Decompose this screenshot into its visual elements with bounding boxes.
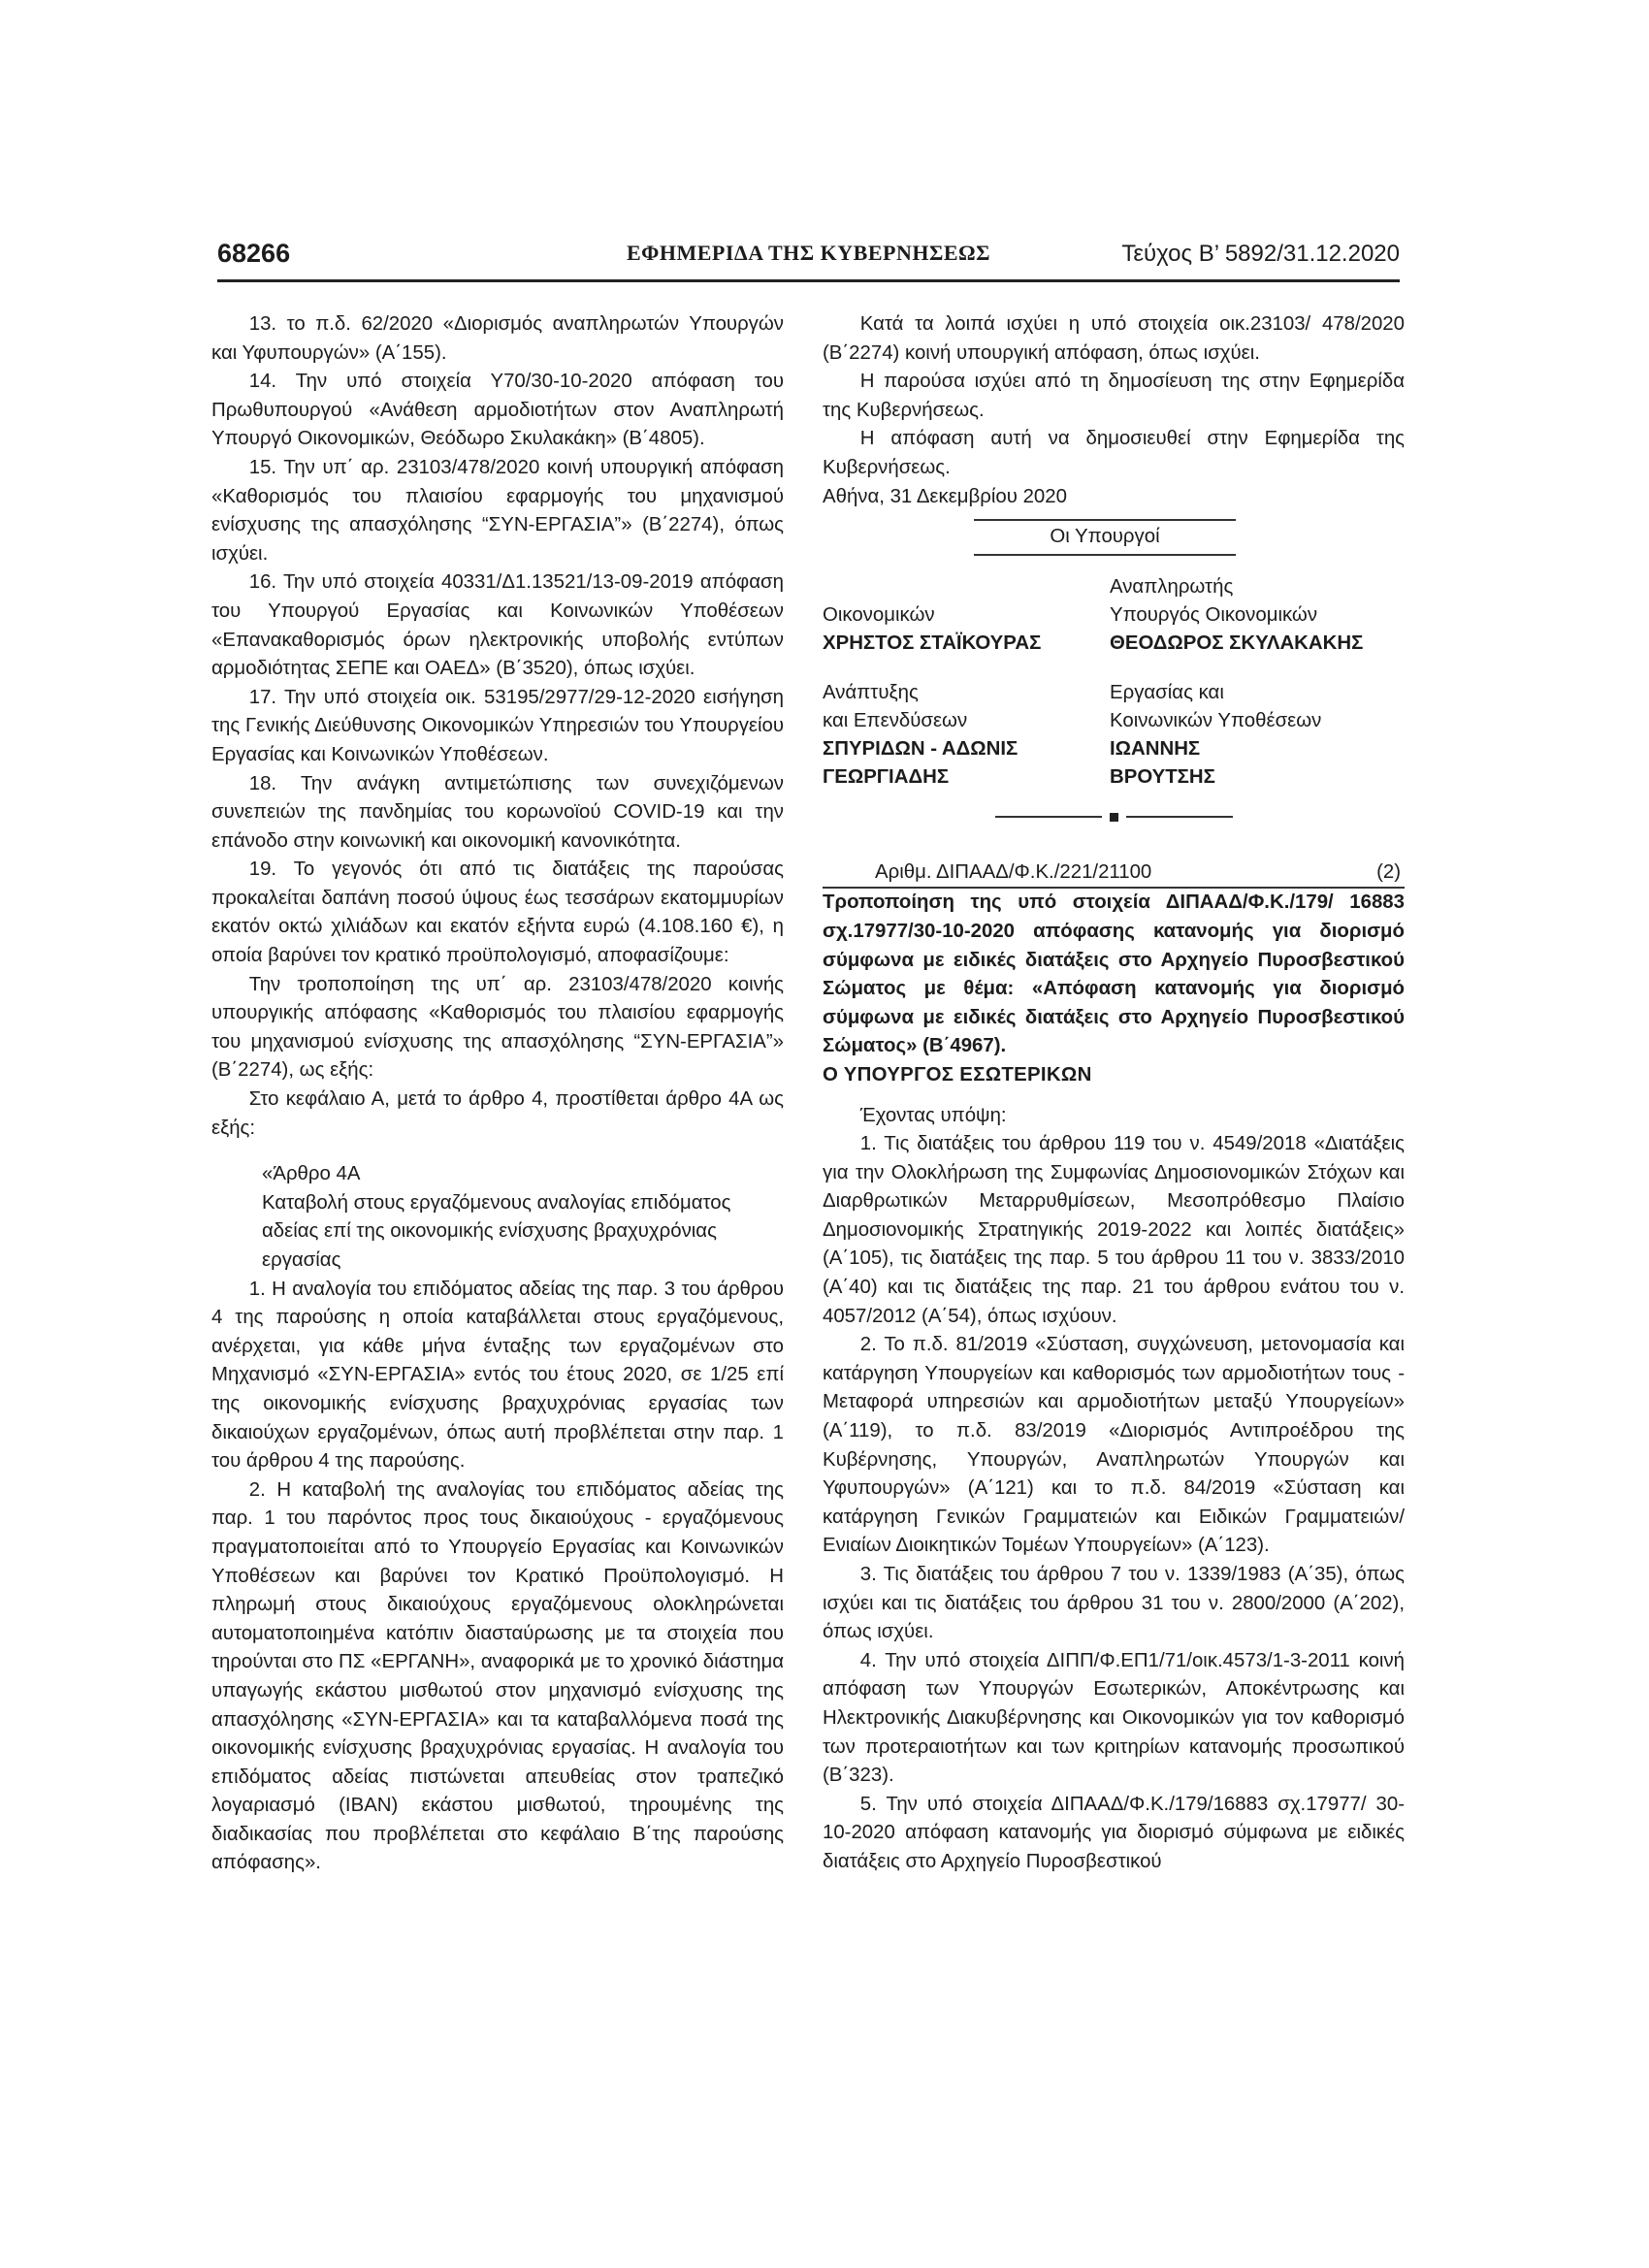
- signer-labour: [1110, 679, 1401, 792]
- page-header: [217, 239, 1400, 277]
- considering-item-18: 18. Την ανάγκη αντιμετώπισης των συνεχιζόμενων συνεπειών της πανδημίας του κορωνοϊού COVID-19 και την επάνοδο στην κοινωνική και οικονομική κανονικότητα.: [211, 772, 784, 852]
- decision-item-5: 5. Την υπό στοιχεία ΔΙΠΑΑΔ/Φ.Κ./179/16883 σχ.17977/ 30-10-2020 απόφαση κατανομής για διορισμό σύμφωνα με ειδικές διατάξεις στο Αρχηγείο Πυροσβεστικού: [823, 1793, 1405, 1872]
- signer-role-line: Οικονομικών: [823, 603, 935, 626]
- article-paragraph-2: 2. Η καταβολή της αναλογίας του επιδόματος αδείας της παρ. 1 του παρόντος προς τους δικαιούχους - εργαζόμενους πραγματοποιείται από το Υπουργείο Εργασίας και Κοινωνικών Υποθέσεων και βαρύνει τον Κρατικό Προϋπολογισμό. Η πληρωμή στους δικαιούχους εργαζόμενους ολοκληρώνεται αυτοματοποιημένα κατόπιν διασταύρωσης με τα στοιχεία που τηρούνται στο ΠΣ «ΕΡΓΑΝΗ», αναφορικά με το χρονικό διάστημα υπαγωγής εκάστου μισθωτού στον μηχανισμό ενίσχυσης της απασχόλησης «ΣΥΝ-ΕΡΓΑΣΙΑ» και τα καταβαλλόμενα ποσά της οικονομικής ενίσχυσης βραχυχρόνιας εργασίας. Η αναλογία του επιδόματος αδείας πιστώνεται απευθείας στον τραπεζικό λογαριασμό (IBAN) εκάστου μισθωτού, τηρουμένης της διαδικασίας που προβλέπεται στο κεφάλαιο Β΄της παρούσης απόφασης».: [211, 1478, 784, 1874]
- signer-name: ΙΩΑΝΝΗΣ: [1110, 737, 1201, 760]
- decision-title: Τροποποίηση της υπό στοιχεία ΔΙΠΑΑΔ/Φ.Κ./179/ 16883 σχ.17977/30-10-2020 απόφασης κατανομής για διορισμό σύμφωνα με ειδικές διατάξεις στο Αρχηγείο Πυροσβεστικού Σώματος με θέμα: «Απόφαση κατανομής για διορισμό σύμφωνα με ειδικές διατάξεις στο Αρχηγείο Πυροσβεστικού Σώματος» (Β΄4967).: [823, 891, 1405, 1057]
- closing-remainder: Κατά τα λοιπά ισχύει η υπό στοιχεία οικ.23103/ 478/2020 (Β΄2274) κοινή υπουργική απόφαση, όπως ισχύει.: [823, 313, 1405, 364]
- decision-item-3: 3. Τις διατάξεις του άρθρου 7 του ν. 1339/1983 (Α΄35), όπως ισχύει και τις διατάξεις του άρθρου 31 του ν. 2800/2000 (Α΄202), όπως ισχύει.: [823, 1564, 1405, 1643]
- signer-name: ΓΕΩΡΓΙΑΔΗΣ: [823, 765, 950, 788]
- signer-finance: [823, 573, 1110, 658]
- article-paragraph-1: 1. Η αναλογία του επιδόματος αδείας της παρ. 3 του άρθρου 4 της παρούσης η οποία καταβάλλεται στους εργαζόμενους, ανέρχεται, για κάθε μήνα ένταξης των εργαζομένων στο Μηχανισμό «ΣΥΝ-ΕΡΓΑΣΙΑ» εντός του έτους 2020, σε 1/25 επί της οικονομικής ενίσχυσης βραχυχρόνιας εργασίας των δικαιούχων εργαζομένων, όπως αυτή προβλέπεται στην παρ. 1 του άρθρου 4 της παρούσης.: [211, 1278, 784, 1473]
- signer-role-line: [823, 573, 1110, 601]
- header-rule: [217, 279, 1400, 282]
- signer-role-line: Αναπληρωτής: [1110, 575, 1234, 598]
- considering-item-13: 13. το π.δ. 62/2020 «Διορισμός αναπληρωτών Υπουργών και Υφυπουργών» (Α΄155).: [211, 313, 784, 364]
- divider-square-icon: [1110, 813, 1118, 822]
- signer-development: [823, 679, 1110, 792]
- considering-item-15: 15. Την υπ΄ αρ. 23103/478/2020 κοινή υπουργική απόφαση «Καθορισμός του πλαισίου εφαρμογής του μηχανισμού ενίσχυσης της απασχόλησης “ΣΥΝ-ΕΡΓΑΣΙΑ”» (Β΄2274), όπως ισχύει.: [211, 456, 784, 565]
- decision-number-line: [823, 859, 1405, 890]
- signer-role-line: Κοινωνικών Υποθέσεων: [1110, 709, 1322, 731]
- gazette-title: ΕΦΗΜΕΡΙΔΑ ΤΗΣ ΚΥΒΕΡΝΗΣΕΩΣ: [626, 241, 991, 265]
- place-date: Αθήνα, 31 Δεκεμβρίου 2020: [823, 485, 1067, 507]
- article-4a-heading-block: [262, 1160, 784, 1275]
- signer-deputy-finance: [1110, 573, 1401, 658]
- decision-index: (2): [1376, 860, 1401, 883]
- ministers-title: Οι Υπουργοί: [974, 519, 1236, 556]
- decision-item-2: 2. Το π.δ. 81/2019 «Σύσταση, συγχώνευση, μετονομασία και κατάργηση Υπουργείων και καθορισμός των αρμοδιοτήτων τους - Μεταφορά υπηρεσιών και αρμοδιοτήτων μεταξύ Υπουργείων» (Α΄119), το π.δ. 83/2019 «Διορισμός Αντιπροέδρου της Κυβέρνησης, Υπουργών, Αναπληρωτών Υπουργών και Υφυπουργών» (Α΄121) και το π.δ. 84/2019 «Σύσταση και κατάργηση Γενικών Γραμματειών και Ειδικών Γραμματειών/Ενιαίων Διοικητικών Τομέων Υπουργείων» (Α΄123).: [823, 1334, 1405, 1557]
- closing-validity: Η παρούσα ισχύει από τη δημοσίευση της στην Εφημερίδα της Κυβερνήσεως.: [823, 371, 1405, 421]
- right-column: [823, 310, 1405, 1877]
- signer-role-line: και Επενδύσεων: [823, 709, 968, 731]
- decision-item-4: 4. Την υπό στοιχεία ΔΙΠΠ/Φ.ΕΠ1/71/οικ.4573/1-3-2011 κοινή απόφαση των Υπουργών Εσωτερικών, Αποκέντρωσης και Ηλεκτρονικής Διακυβέρνησης και Οικονομικών για τον καθορισμό των προτεραιοτήτων και των κριτηρίων κατανομής προσωπικού (Β΄323).: [823, 1649, 1405, 1787]
- decision-number: Αριθμ. ΔΙΠΑΑΔ/Φ.Κ./221/21100: [875, 860, 1152, 883]
- signatures: [823, 573, 1405, 792]
- closing-publication: Η απόφαση αυτή να δημοσιευθεί στην Εφημερίδα της Κυβερνήσεως.: [823, 428, 1405, 478]
- signer-name: ΣΠΥΡΙΔΩΝ - ΑΔΩΝΙΣ: [823, 737, 1018, 760]
- considering-item-14: 14. Την υπό στοιχεία Υ70/30-10-2020 απόφαση του Πρωθυπουργού «Ανάθεση αρμοδιοτήτων στον Αναπληρωτή Υπουργό Οικονομικών, Θεόδωρο Σκυλακάκη» (Β΄4805).: [211, 371, 784, 450]
- section-divider: [823, 813, 1405, 822]
- article-title: Καταβολή στους εργαζόμενους αναλογίας επιδόματος αδείας επί της οικονομικής ενίσχυσης βραχυχρόνιας εργασίας: [262, 1191, 731, 1271]
- article-heading: «Άρθρο 4Α: [262, 1163, 361, 1185]
- signer-role-line: Υπουργός Οικονομικών: [1110, 603, 1318, 626]
- signer-name: ΧΡΗΣΤΟΣ ΣΤΑΪΚΟΥΡΑΣ: [823, 632, 1042, 654]
- decision-block: [823, 859, 1405, 1877]
- signer-role-line: Εργασίας και: [1110, 681, 1224, 703]
- considering-item-17: 17. Την υπό στοιχεία οικ. 53195/2977/29-12-2020 εισήγηση της Γενικής Διεύθυνσης Οικονομικών Υπηρεσιών του Υπουργείου Εργασίας και Κοινωνικών Υποθέσεων.: [211, 686, 784, 765]
- signer-name: ΒΡΟΥΤΣΗΣ: [1110, 765, 1215, 788]
- amendment-statement: Την τροποποίηση της υπ΄ αρ. 23103/478/2020 κοινής υπουργικής απόφασης «Καθορισμός του πλαισίου εφαρμογής του μηχανισμού ενίσχυσης της απασχόλησης “ΣΥΝ-ΕΡΓΑΣΙΑ”» (Β΄2274), ως εξής:: [211, 973, 784, 1082]
- chapter-insertion: Στο κεφάλαιο Α, μετά το άρθρο 4, προστίθεται άρθρο 4Α ως εξής:: [211, 1088, 784, 1139]
- left-column: [211, 310, 784, 1878]
- signer-name: ΘΕΟΔΩΡΟΣ ΣΚΥΛΑΚΑΚΗΣ: [1110, 632, 1364, 654]
- minister-heading: Ο ΥΠΟΥΡΓΟΣ ΕΣΩΤΕΡΙΚΩΝ: [823, 1063, 1092, 1085]
- considering-label: Έχοντας υπόψη:: [859, 1104, 1007, 1126]
- considering-item-19: 19. Το γεγονός ότι από τις διατάξεις της παρούσας προκαλείται δαπάνη ποσού ύψους έως τεσσάρων εκατομμυρίων εκατόν οκτώ χιλιάδων και εκατόν εξήντα ευρώ (4.108.160 €), η οποία βαρύνει τον κρατικό προϋπολογισμό, αποφασίζουμε:: [211, 859, 784, 967]
- decision-item-1: 1. Τις διατάξεις του άρθρου 119 του ν. 4549/2018 «Διατάξεις για την Ολοκλήρωση της Συμφωνίας Δημοσιονομικών Στόχων και Διαρθρωτικών Μεταρρυθμίσεων, Μεσοπρόθεσμο Πλαίσιο Δημοσιονομικής Στρατηγικής 2019-2022 και λοιπές διατάξεις» (Α΄105), τις διατάξεις της παρ. 5 του άρθρου 11 του ν. 3833/2010 (Α΄40) και τις διατάξεις της παρ. 21 του άρθρου ενάτου του ν. 4057/2012 (Α΄54), όπως ισχύουν.: [823, 1133, 1405, 1327]
- issue-number: Τεύχος Β’ 5892/31.12.2020: [1121, 241, 1400, 267]
- considering-item-16: 16. Την υπό στοιχεία 40331/Δ1.13521/13-09-2019 απόφαση του Υπουργού Εργασίας και Κοινωνικών Υποθέσεων «Επανακαθορισμός όρων ηλεκτρονικής υποβολής εντύπων αρμοδιότητας ΣΕΠΕ και ΟΑΕΔ» (Β΄3520), όπως ισχύει.: [211, 571, 784, 680]
- signer-role-line: Ανάπτυξης: [823, 681, 919, 703]
- page-number: 68266: [217, 239, 291, 268]
